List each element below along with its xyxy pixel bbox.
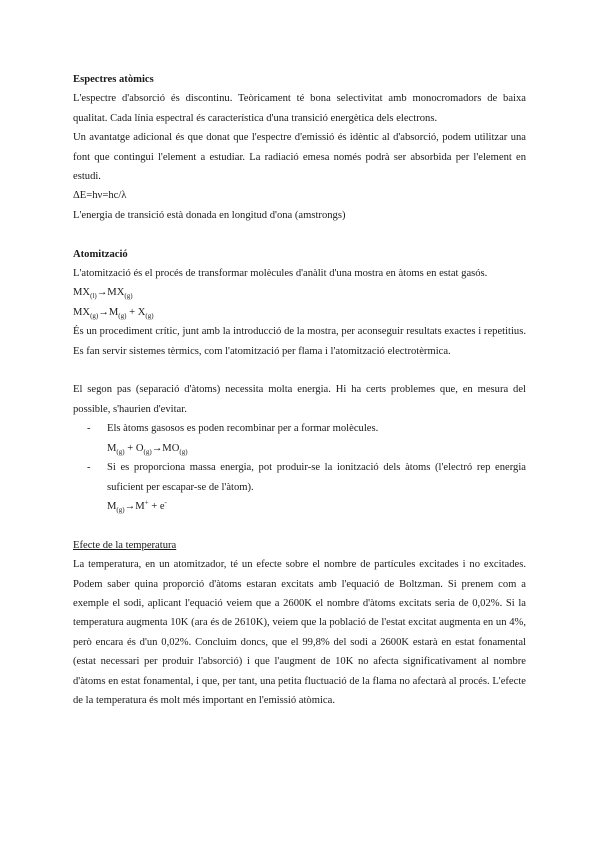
section-title-atomitzacio: Atomització (73, 248, 128, 260)
paragraph: Un avantatge adicional és que donat que l'espectre d'emissió és idèntic al d'absorció, podem utilitzar una font que contingui l'element a estudiar. La radiació emesa només podrà ser absorbida per l'element en estudi. (73, 132, 526, 183)
paragraph: L'atomització és el procés de transformar molècules d'anàlit d'una mostra en àtoms en estat gasós. (73, 268, 488, 280)
bullet-list (73, 419, 526, 438)
equation-1: $MX_{(l)}\to MX_{(g)}$ (73, 287, 133, 301)
list-item (73, 419, 526, 438)
document-page (73, 70, 526, 710)
bullet-list (73, 458, 526, 497)
paragraph: L'espectre d'absorció és discontinu. Teòricament té bona selectivitat amb monocromadors de baixa qualitat. Cada línia espectral és característica d'una transició energètica dels electrons. (73, 93, 526, 124)
bullet-dash: - (87, 423, 91, 435)
bullet-equation-2: $M_{(g)}\to M^+ + e^-$ (107, 498, 167, 515)
spacer (73, 361, 526, 380)
paragraph: La temperatura, en un atomitzador, té un efecte sobre el nombre de partícules excitades i no excitades. Podem saber quina proporció d'àtoms estaran excitats amb l'equació de Boltzman. Si prenem com a exemple el sodi, aplicant l'equació veiem que a 2600K el nombre d'àtoms excitats seria de 0,02%. Si la temperatura augmenta 10K (ara és de 2610K), veiem que la població de l'estat excitat augmenta en un 4%, però encara és d'un 0,02%. Concluim doncs, que el 99,8% del sodi a 2600K estarà en estat fonamental (estat necessari per produir l'absorció) i que l'augment de 10K no afecta significativament al nombre d'àtoms en estat fonamental, i que, per tant, una petita fluctuació de la flama no afectarà al procés. L'efecte de la temperatura és molt més important en l'emissió atòmica. (73, 559, 526, 706)
spacer (73, 516, 526, 535)
section-title-espectres: Espectres atòmics (73, 74, 154, 85)
list-item-text: Si es proporciona massa energia, pot produir-se la ionització dels àtoms (l'electró rep energia suficient per escapar-se de l'àtom). (107, 462, 526, 493)
list-item-text: Els àtoms gasosos es poden recombinar per a formar molècules. (107, 423, 379, 435)
paragraph: El segon pas (separació d'àtoms) necessita molta energia. Hi ha certs problemes que, en mesura del possible, s'haurien d'evitar. (73, 384, 526, 415)
spacer (73, 225, 526, 244)
list-item (73, 458, 526, 497)
section-title-temperatura: Efecte de la temperatura (73, 539, 177, 551)
bullet-equation-1: $M_{(g)} + O_{(g)}\to MO_{(g)}$ (107, 442, 188, 456)
equation-2: $MX_{(g)}\to M_{(g)} + X_{(g)}$ (73, 306, 154, 320)
paragraph: És un procediment crític, junt amb la introducció de la mostra, per aconseguir resultats exactes i repetitius. Es fan servir sistemes tèrmics, com l'atomització per flama i l'atomització electrotèrmica. (73, 326, 526, 357)
energy-formula: ΔE=hν=hc/λ (73, 190, 127, 202)
bullet-dash: - (87, 462, 91, 474)
paragraph: L'energia de transició està donada en longitud d'ona (amstrongs) (73, 209, 346, 221)
